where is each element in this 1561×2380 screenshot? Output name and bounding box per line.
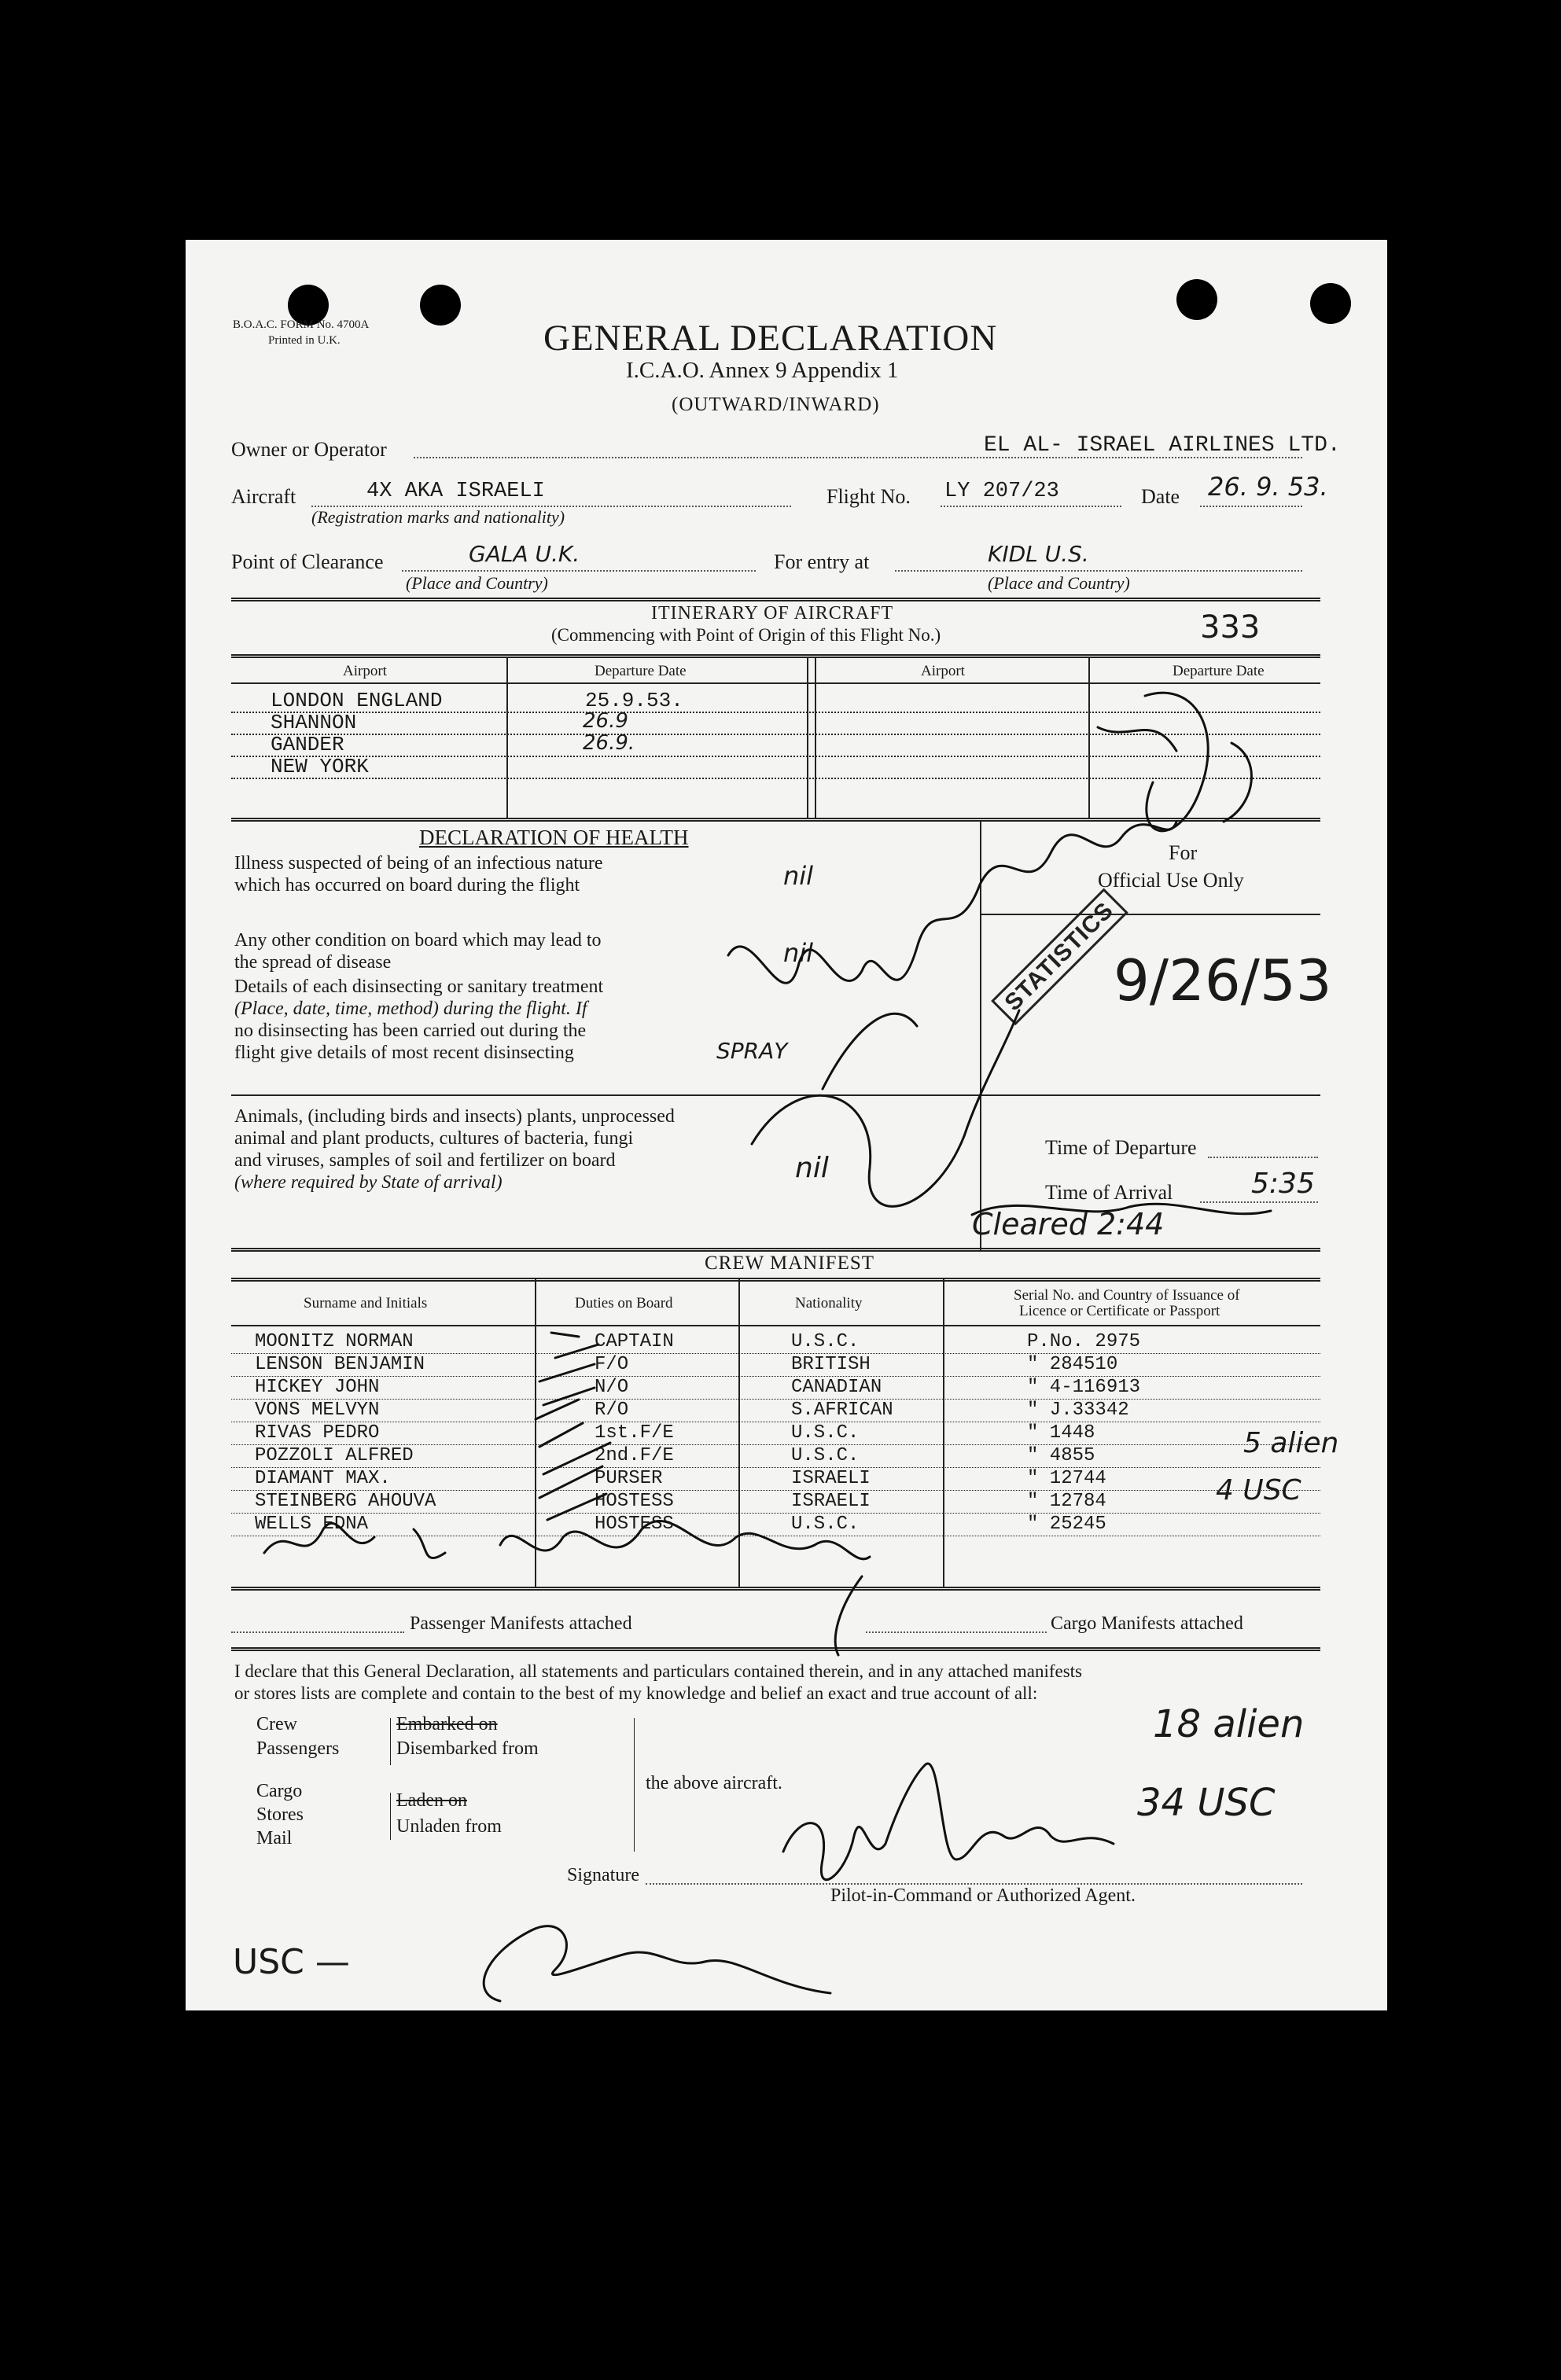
crew-name: STEINBERG AHOUVA xyxy=(255,1491,436,1512)
time-departure-label: Time of Departure xyxy=(1045,1136,1197,1159)
crew-serial: " 4-116913 xyxy=(1027,1377,1141,1398)
health-title: DECLARATION OF HEALTH xyxy=(419,826,689,849)
flight-value: LY 207/23 xyxy=(944,480,1059,503)
crew-name: MOONITZ NORMAN xyxy=(255,1331,414,1352)
crew-duty: PURSER xyxy=(595,1468,663,1489)
form-direction: (OUTWARD/INWARD) xyxy=(672,394,880,415)
cleared-note: Cleared 2:44 xyxy=(972,1207,1165,1241)
owner-value: EL AL- ISRAEL AIRLINES LTD. xyxy=(984,433,1341,458)
form-title: GENERAL DECLARATION xyxy=(543,318,998,359)
decl-embarked: Embarked on xyxy=(396,1714,498,1734)
date-label: Date xyxy=(1141,485,1180,508)
decl-laden: Laden on xyxy=(396,1790,467,1811)
cargo-manifests: Cargo Manifests attached xyxy=(1051,1613,1243,1634)
aircraft-note: (Registration marks and nationality) xyxy=(311,507,565,527)
signature-label: Signature xyxy=(567,1865,639,1885)
aircraft-label: Aircraft xyxy=(231,485,296,508)
itin-date-1: 26.9 xyxy=(583,709,628,733)
itin-date-0: 25.9.53. xyxy=(585,689,683,712)
itin-header-date-1: Departure Date xyxy=(595,663,687,679)
crew-nationality: U.S.C. xyxy=(791,1445,860,1466)
decl-crew: Crew xyxy=(256,1714,297,1734)
itinerary-title: ITINERARY OF AIRCRAFT xyxy=(651,603,894,624)
itinerary-number: 333 xyxy=(1200,609,1261,646)
hand-18: 18 alien xyxy=(1153,1702,1305,1746)
crew-nationality: BRITISH xyxy=(791,1354,871,1375)
declaration-form xyxy=(186,240,1387,2010)
crew-duty: HOSTESS xyxy=(595,1491,674,1512)
crew-serial: " 12784 xyxy=(1027,1491,1106,1512)
crew-nationality: S.AFRICAN xyxy=(791,1400,893,1421)
printed-note: Printed in U.K. xyxy=(268,334,341,347)
health-q1-l1: Illness suspected of being of an infectious nature xyxy=(234,853,603,874)
crew-header-serial-2: Licence or Certificate or Passport xyxy=(1019,1303,1220,1319)
health-q4-l1: Animals, (including birds and insects) plants, unprocessed xyxy=(234,1106,675,1127)
form-number: B.O.A.C. FORM No. 4700A xyxy=(233,318,370,331)
crew-nationality: U.S.C. xyxy=(791,1514,860,1535)
crew-header-nat: Nationality xyxy=(795,1295,863,1311)
decl-disembarked: Disembarked from xyxy=(396,1738,539,1759)
itin-date-2: 26.9. xyxy=(583,731,635,755)
crew-nationality: ISRAELI xyxy=(791,1468,871,1489)
owner-label: Owner or Operator xyxy=(231,438,387,461)
health-q2-l1: Any other condition on board which may lead to xyxy=(234,930,602,951)
decl-above: the above aircraft. xyxy=(646,1773,782,1793)
itinerary-subtitle: (Commencing with Point of Origin of this Flight No.) xyxy=(551,625,941,645)
health-q3-l2: (Place, date, time, method) during the flight. If xyxy=(234,999,587,1019)
crew-note-4: 4 USC xyxy=(1216,1474,1301,1506)
statistics-stamp: STATISTICS xyxy=(991,888,1128,1025)
decl-unladen: Unladen from xyxy=(396,1816,502,1837)
declaration-line2: or stores lists are complete and contain to the best of my knowledge and belief an exact and true account of all: xyxy=(234,1683,1038,1703)
crew-name: DIAMANT MAX. xyxy=(255,1468,391,1489)
entry-label: For entry at xyxy=(774,550,870,573)
official-use-only: Official Use Only xyxy=(1098,869,1244,892)
decl-stores: Stores xyxy=(256,1804,304,1825)
crew-header-serial-1: Serial No. and Country of Issuance of xyxy=(1014,1287,1240,1304)
crew-name: WELLS EDNA xyxy=(255,1514,369,1535)
crew-header-duty: Duties on Board xyxy=(575,1295,673,1311)
hand-34: 34 USC xyxy=(1137,1781,1276,1825)
crew-name: VONS MELVYN xyxy=(255,1400,380,1421)
passenger-manifests: Passenger Manifests attached xyxy=(410,1613,632,1634)
crew-serial: " 4855 xyxy=(1027,1445,1095,1466)
crew-duty: R/O xyxy=(595,1400,629,1421)
crew-duty: 2nd.F/E xyxy=(595,1445,674,1466)
crew-duty: HOSTESS xyxy=(595,1514,674,1535)
crew-serial: " 12744 xyxy=(1027,1468,1106,1489)
official-for: For xyxy=(1169,841,1198,864)
declaration-line1: I declare that this General Declaration, all statements and particulars contained therein, and in any attached manifests xyxy=(234,1661,1083,1681)
pilot-label: Pilot-in-Command or Authorized Agent. xyxy=(830,1885,1136,1906)
crew-name: RIVAS PEDRO xyxy=(255,1422,380,1444)
entry-note: (Place and Country) xyxy=(988,573,1130,593)
itin-header-date-2: Departure Date xyxy=(1173,663,1265,679)
decl-cargo: Cargo xyxy=(256,1781,303,1801)
handwritten-marks xyxy=(186,240,1387,2010)
form-subtitle: I.C.A.O. Annex 9 Appendix 1 xyxy=(626,358,899,383)
itin-airport-2: GANDER xyxy=(271,733,344,756)
itin-airport-1: SHANNON xyxy=(271,711,357,734)
health-a2: nil xyxy=(783,938,814,968)
itin-header-airport-2: Airport xyxy=(921,663,965,679)
crew-name: POZZOLI ALFRED xyxy=(255,1445,414,1466)
time-arrival-label: Time of Arrival xyxy=(1045,1181,1173,1204)
crew-duty: N/O xyxy=(595,1377,629,1398)
crew-name: LENSON BENJAMIN xyxy=(255,1354,425,1375)
health-q3-l1: Details of each disinsecting or sanitary treatment xyxy=(234,977,604,997)
clearance-note: (Place and Country) xyxy=(406,573,548,593)
crew-note-5: 5 alien xyxy=(1243,1427,1339,1459)
health-q4-l4: (where required by State of arrival) xyxy=(234,1172,503,1193)
health-q1-l2: which has occurred on board during the flight xyxy=(234,875,580,896)
time-arrival-value: 5:35 xyxy=(1251,1168,1315,1200)
crew-serial: P.No. 2975 xyxy=(1027,1331,1141,1352)
crew-serial: " 1448 xyxy=(1027,1422,1095,1444)
crew-serial: " J.33342 xyxy=(1027,1400,1129,1421)
crew-nationality: ISRAELI xyxy=(791,1491,871,1512)
crew-name: HICKEY JOHN xyxy=(255,1377,380,1398)
health-q4-l3: and viruses, samples of soil and fertilizer on board xyxy=(234,1150,616,1171)
decl-mail: Mail xyxy=(256,1828,293,1848)
usc-note: USC — xyxy=(233,1942,350,1982)
crew-serial: " 25245 xyxy=(1027,1514,1106,1535)
health-a3: SPRAY xyxy=(716,1038,788,1064)
flight-label: Flight No. xyxy=(827,485,911,508)
health-a1: nil xyxy=(783,861,814,891)
health-q3-l3: no disinsecting has been carried out during the xyxy=(234,1021,587,1041)
itin-header-airport-1: Airport xyxy=(343,663,387,679)
aircraft-value: 4X AKA ISRAELI xyxy=(366,480,545,503)
crew-serial: " 284510 xyxy=(1027,1354,1118,1375)
crew-nationality: U.S.C. xyxy=(791,1422,860,1444)
health-q2-l2: the spread of disease xyxy=(234,952,392,973)
health-a4: nil xyxy=(795,1152,829,1184)
itin-airport-3: NEW YORK xyxy=(271,755,369,778)
health-q3-l4: flight give details of most recent disinsecting xyxy=(234,1043,574,1063)
health-q4-l2: animal and plant products, cultures of bacteria, fungi xyxy=(234,1128,634,1149)
clearance-value: GALA U.K. xyxy=(469,541,580,567)
crew-duty: F/O xyxy=(595,1354,629,1375)
crew-duty: 1st.F/E xyxy=(595,1422,674,1444)
crew-header-name: Surname and Initials xyxy=(304,1295,428,1311)
itin-airport-0: LONDON ENGLAND xyxy=(271,689,443,712)
crew-nationality: CANADIAN xyxy=(791,1377,882,1398)
crew-title: CREW MANIFEST xyxy=(705,1253,875,1274)
crew-nationality: U.S.C. xyxy=(791,1331,860,1352)
crew-duty: CAPTAIN xyxy=(595,1331,674,1352)
decl-passengers: Passengers xyxy=(256,1738,340,1759)
entry-value: KIDL U.S. xyxy=(988,541,1089,567)
official-date: 9/26/53 xyxy=(1114,947,1332,1013)
date-value: 26. 9. 53. xyxy=(1208,472,1328,502)
clearance-label: Point of Clearance xyxy=(231,550,384,573)
